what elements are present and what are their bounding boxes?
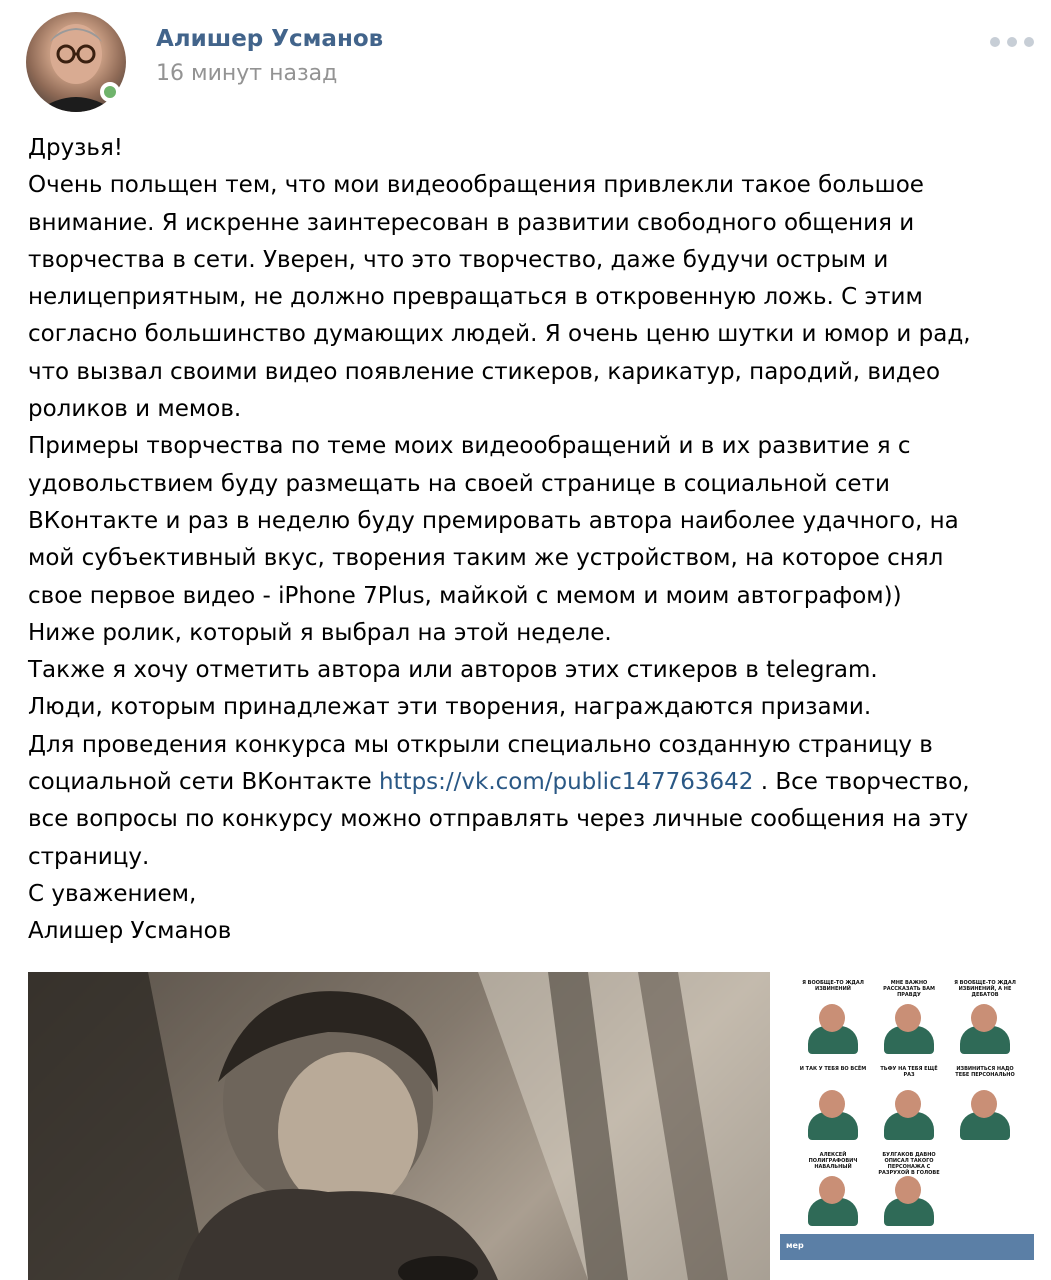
sticker-bar-label: мер [786,1241,804,1250]
author-name[interactable]: Алишер Усманов [156,26,384,52]
sticker-figure-face [895,1176,921,1204]
sticker-item [874,1152,944,1236]
post-text-line: все вопросы по конкурсу можно отправлять через личные сообщения на эту [28,806,969,833]
sticker-preview[interactable] [780,972,1034,1280]
video-frame [28,972,770,1280]
post-text-segment: социальной сети ВКонтакте [28,769,379,796]
sticker-figure-face [819,1176,845,1204]
post-text-line: роликов и мемов. [28,396,242,423]
sticker-figure-face [971,1090,997,1118]
post-header [0,0,1051,120]
video-thumbnail[interactable] [28,972,770,1280]
post-text-line: Друзья! [28,135,124,161]
post-text [28,130,1028,951]
post-text-line: Для проведения конкурса мы открыли специально созданную страницу в [28,731,933,758]
post-text-line: творчества в сети. Уверен, что это творчество, даже будучи острым и [28,246,889,273]
post-text-line: что вызвал своими видео появление стикеров, карикатур, пародий, видео [28,358,941,385]
sticker-item [798,1066,868,1150]
sticker-caption: ИЗВИНИТЬСЯ НАДО ТЕБЕ ПЕРСОНАЛЬНО [955,1066,1015,1078]
post-text-line [28,764,1028,801]
post-text-segment: . Все творчество, [753,769,970,796]
sticker-item [798,980,868,1064]
post-text-line: Люди, которым принадлежат эти творения, награждаются призами. [28,694,872,721]
online-indicator [100,82,120,102]
sticker-caption: МНЕ ВАЖНО РАССКАЗАТЬ ВАМ ПРАВДУ [883,980,935,998]
sticker-item [874,1066,944,1150]
post-text-line: Алишер Усманов [28,918,232,945]
post-text-line: нелицеприятным, не должно превращаться в откровенную ложь. С этим [28,284,923,311]
sticker-figure-face [895,1090,921,1118]
sticker-preview-bar [780,1234,1034,1260]
sticker-caption: АЛЕКСЕЙ ПОЛИГРАФОВИЧ НАВАЛЬНЫЙ [808,1152,858,1170]
sticker-item [950,1066,1020,1150]
sticker-figure-face [971,1004,997,1032]
post-text-line: Ниже ролик, который я выбрал на этой неделе. [28,619,612,646]
sticker-figure-face [819,1090,845,1118]
sticker-item [874,980,944,1064]
sticker-item [950,980,1020,1064]
post-text-line: удовольствием буду размещать на своей странице в социальной сети [28,470,890,497]
post-time[interactable]: 16 минут назад [156,61,338,86]
post-text-line: С уважением, [28,880,197,907]
sticker-caption: ТЬФУ НА ТЕБЯ ЕЩЁ РАЗ [880,1066,938,1078]
post-text-line: Примеры творчества по теме моих видеообращений и в их развитие я с [28,433,911,460]
post-text-line: свое первое видео - iPhone 7Plus, майкой с мемом и моим автографом)) [28,582,902,609]
sticker-caption: БУЛГАКОВ ДАВНО ОПИСАЛ ТАКОГО ПЕРСОНАЖА С РАЗРУХОЙ В ГОЛОВЕ [878,1152,940,1176]
post-text-line: страницу. [28,843,150,870]
sticker-caption: И ТАК У ТЕБЯ ВО ВСЁМ [799,1066,867,1072]
community-link[interactable]: https://vk.com/public147763642 [378,769,754,796]
post-text-line: Очень польщен тем, что мои видеообращения привлекли такое большое [28,172,924,199]
post-text-line: мой субъективный вкус, творения таким же устройством, на которое снял [28,545,944,572]
post-text-line: Также я хочу отметить автора или авторов этих стикеров в telegram. [28,657,878,684]
post-text-line: ВКонтакте и раз в неделю буду премировать автора наиболее удачного, на [28,507,959,534]
post-text-line: согласно большинство думающих людей. Я очень ценю шутки и юмор и рад, [28,321,971,348]
sticker-figure-face [819,1004,845,1032]
post-text-line: внимание. Я искренне заинтересован в развитии свободного общения и [28,209,915,236]
sticker-item [798,1152,868,1236]
sticker-caption: Я ВООБЩЕ-ТО ЖДАЛ ИЗВИНЕНИЙ [802,980,864,992]
sticker-figure-face [895,1004,921,1032]
sticker-caption: Я ВООБЩЕ-ТО ЖДАЛ ИЗВИНЕНИЙ, А НЕ ДЕБАТОВ [954,980,1016,998]
more-options-icon[interactable] [990,30,1034,54]
post-attachments [28,972,1051,1280]
